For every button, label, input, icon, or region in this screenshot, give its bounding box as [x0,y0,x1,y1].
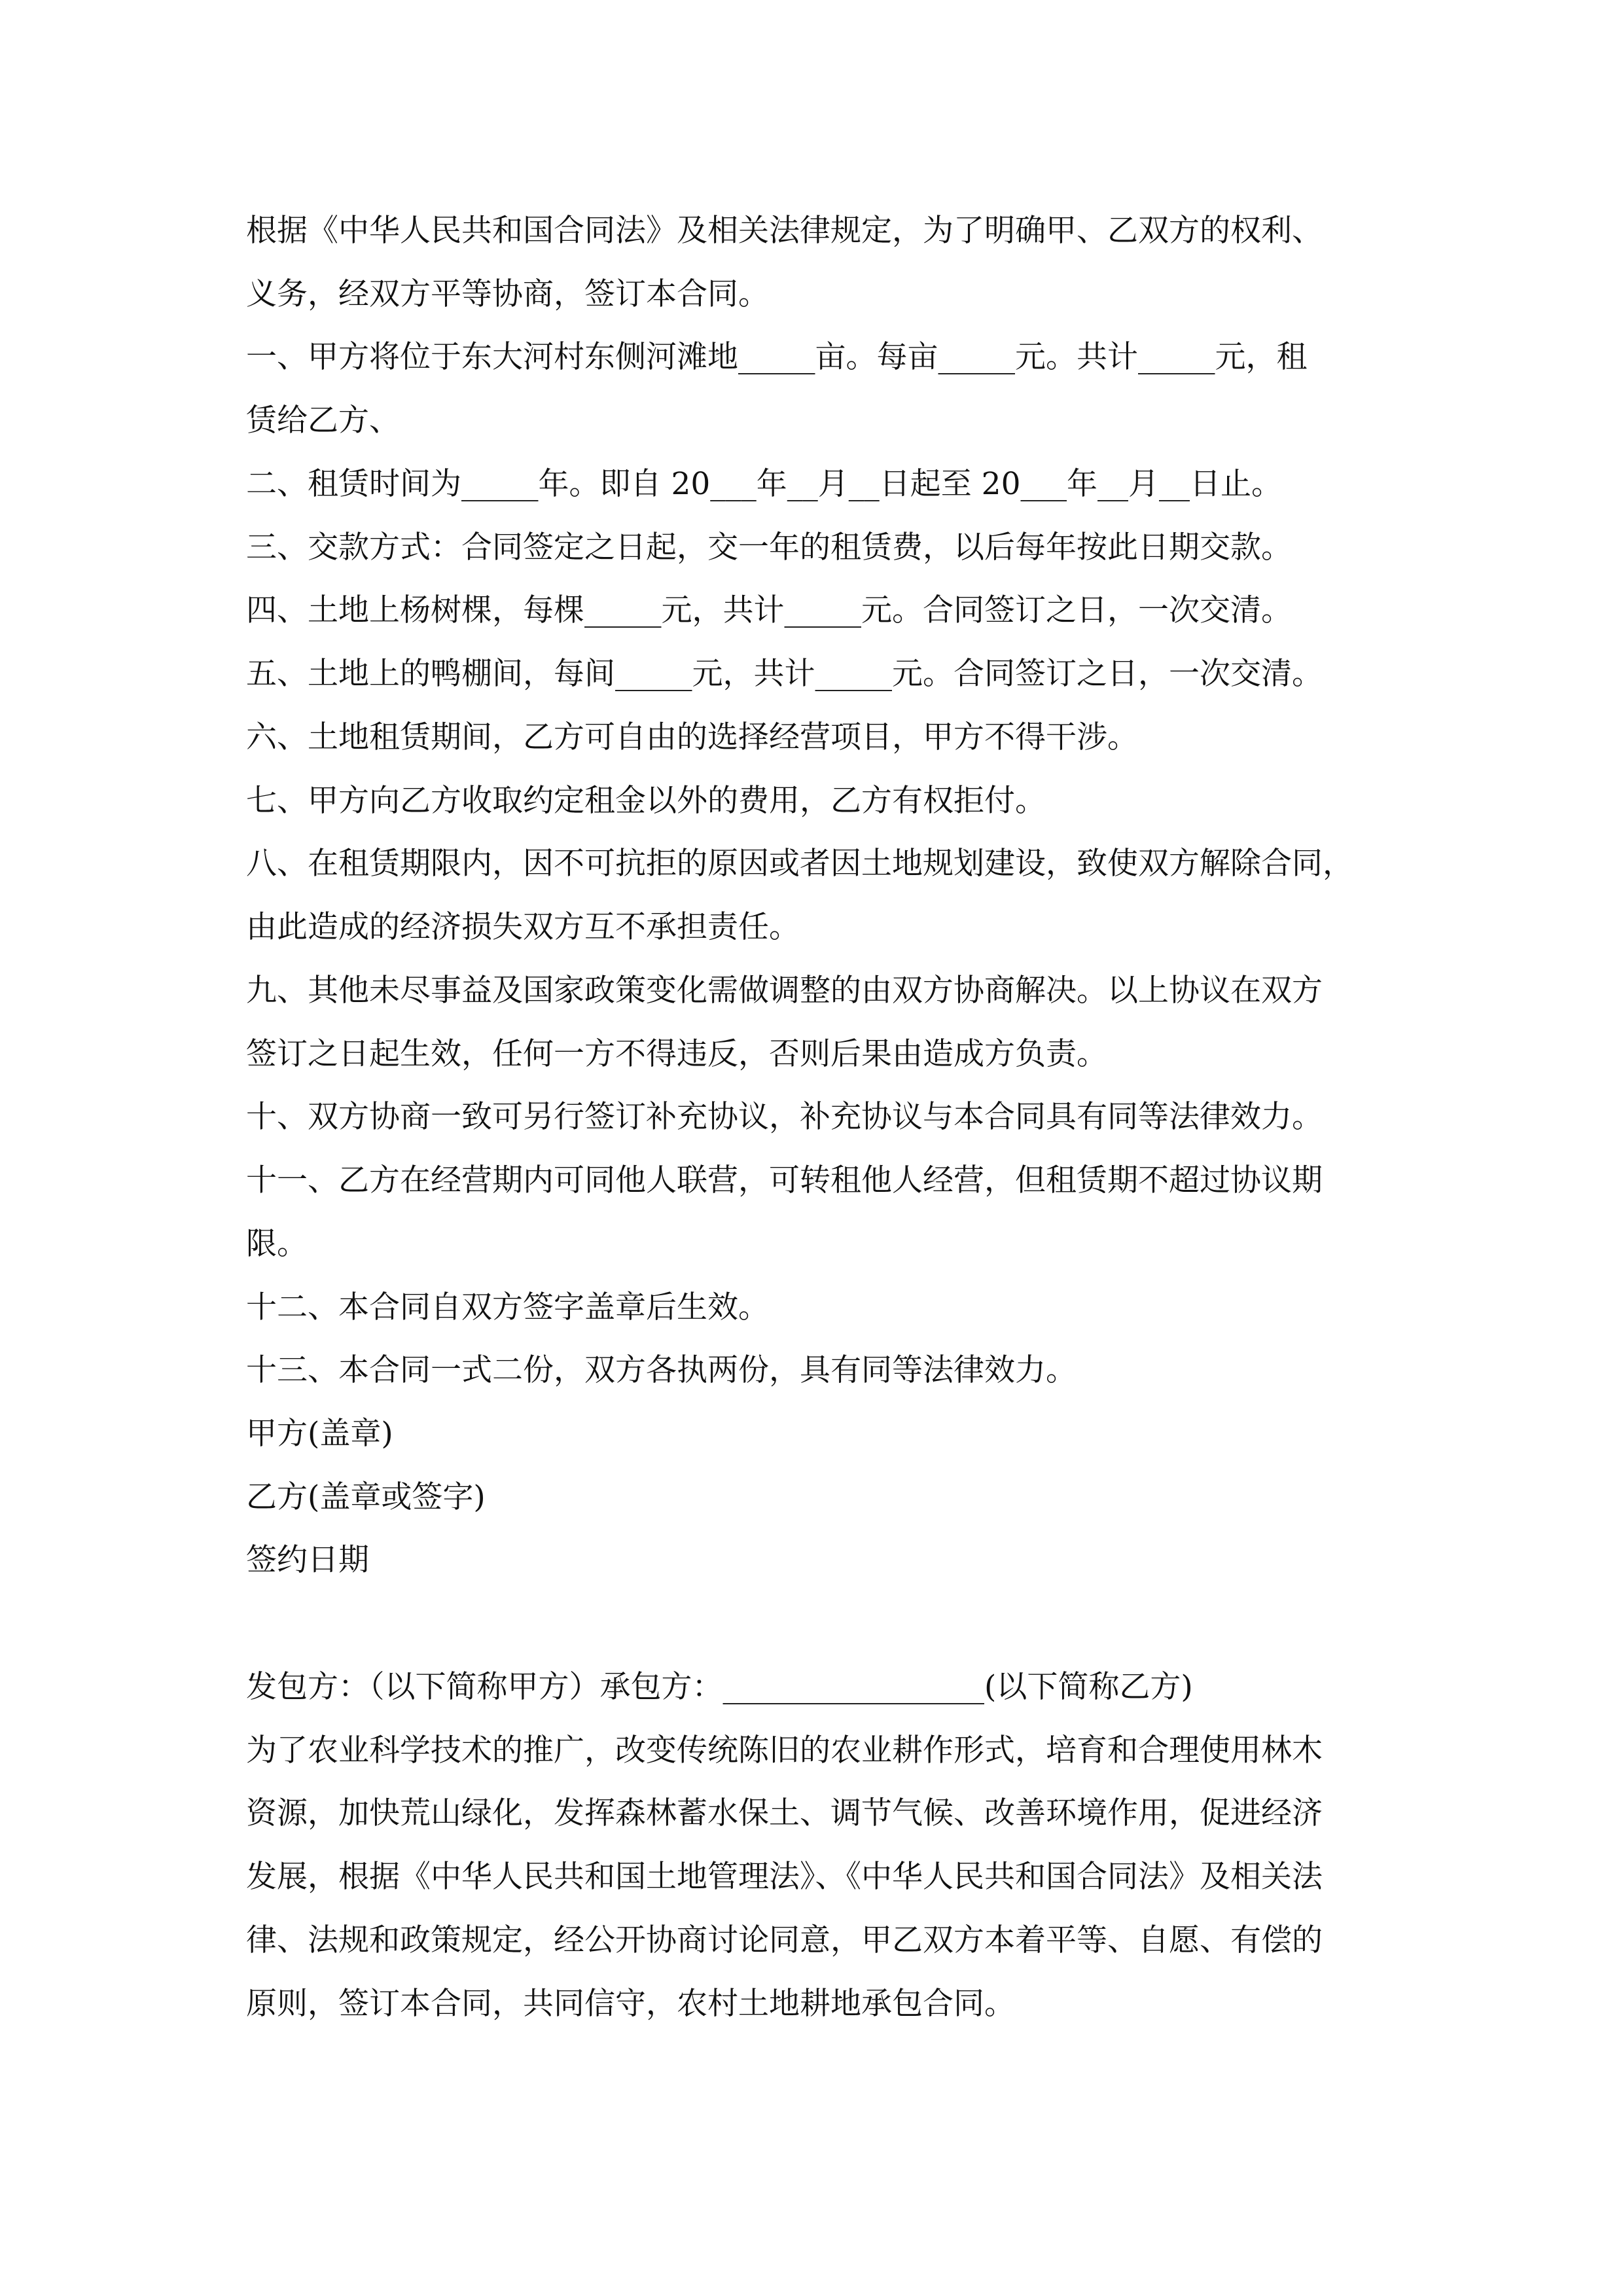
clause-8-line-1: 八、在租赁期限内，因不可抗拒的原因或者因土地规划建设，致使双方解除合同， [246,846,1353,882]
clause-9-line-1: 九、其他未尽事益及国家政策变化需做调整的由双方协商解决。以上协议在双方 [246,973,1323,1009]
intro-line-2: 资源，加快荒山绿化，发挥森林蓄水保土、调节气候、改善环境作用，促进经济 [246,1795,1323,1831]
party-a-signature-label: 甲方(盖章) [246,1416,393,1452]
clause-3: 三、交款方式：合同签定之日起，交一年的租赁费，以后每年按此日期交款。 [246,529,1292,565]
clause-11-line-2: 限。 [246,1226,308,1262]
intro-line-5: 原则，签订本合同，共同信守，农村土地耕地承包合同。 [246,1986,1015,2022]
intro-line-1: 为了农业科学技术的推广，改变传统陈旧的农业耕作形式，培育和合理使用林木 [246,1732,1323,1768]
parties-line: 发包方：（以下简称甲方）承包方：_________________(以下简称乙方) [246,1669,1193,1705]
clause-2: 二、租赁时间为_____年。即自 20___年__月__日起至 20___年__月__日止。 [246,466,1282,502]
clause-10: 十、双方协商一致可另行签订补充协议，补充协议与本合同具有同等法律效力。 [246,1099,1323,1135]
contract-preamble-line-2: 义务，经双方平等协商，签订本合同。 [246,276,769,312]
clause-12: 十二、本合同自双方签字盖章后生效。 [246,1289,769,1325]
clause-7: 七、甲方向乙方收取约定租金以外的费用，乙方有权拒付。 [246,783,1046,819]
clause-8-line-2: 由此造成的经济损失双方互不承担责任。 [246,909,800,945]
signing-date-label: 签约日期 [246,1542,369,1578]
clause-1-line-2: 赁给乙方、 [246,403,400,439]
clause-13: 十三、本合同一式二份，双方各执两份，具有同等法律效力。 [246,1352,1077,1388]
clause-5: 五、土地上的鸭棚间，每间_____元，共计_____元。合同签订之日，一次交清。 [246,656,1323,692]
clause-6: 六、土地租赁期间，乙方可自由的选择经营项目，甲方不得干涉。 [246,719,1138,755]
clause-9-line-2: 签订之日起生效，任何一方不得违反，否则后果由造成方负责。 [246,1036,1107,1072]
contract-preamble-line-1: 根据《中华人民共和国合同法》及相关法律规定，为了明确甲、乙双方的权利、 [246,213,1323,249]
party-b-signature-label: 乙方(盖章或签字) [246,1479,486,1515]
clause-1-line-1: 一、甲方将位于东大河村东侧河滩地_____亩。每亩_____元。共计_____元，租 [246,339,1308,375]
intro-line-3: 发展，根据《中华人民共和国土地管理法》、《中华人民共和国合同法》及相关法 [246,1859,1323,1895]
intro-line-4: 律、法规和政策规定，经公开协商讨论同意，甲乙双方本着平等、自愿、有偿的 [246,1922,1323,1958]
clause-11-line-1: 十一、乙方在经营期内可同他人联营，可转租他人经营，但租赁期不超过协议期 [246,1162,1323,1198]
clause-4: 四、土地上杨树棵，每棵_____元，共计_____元。合同签订之日，一次交清。 [246,592,1292,628]
